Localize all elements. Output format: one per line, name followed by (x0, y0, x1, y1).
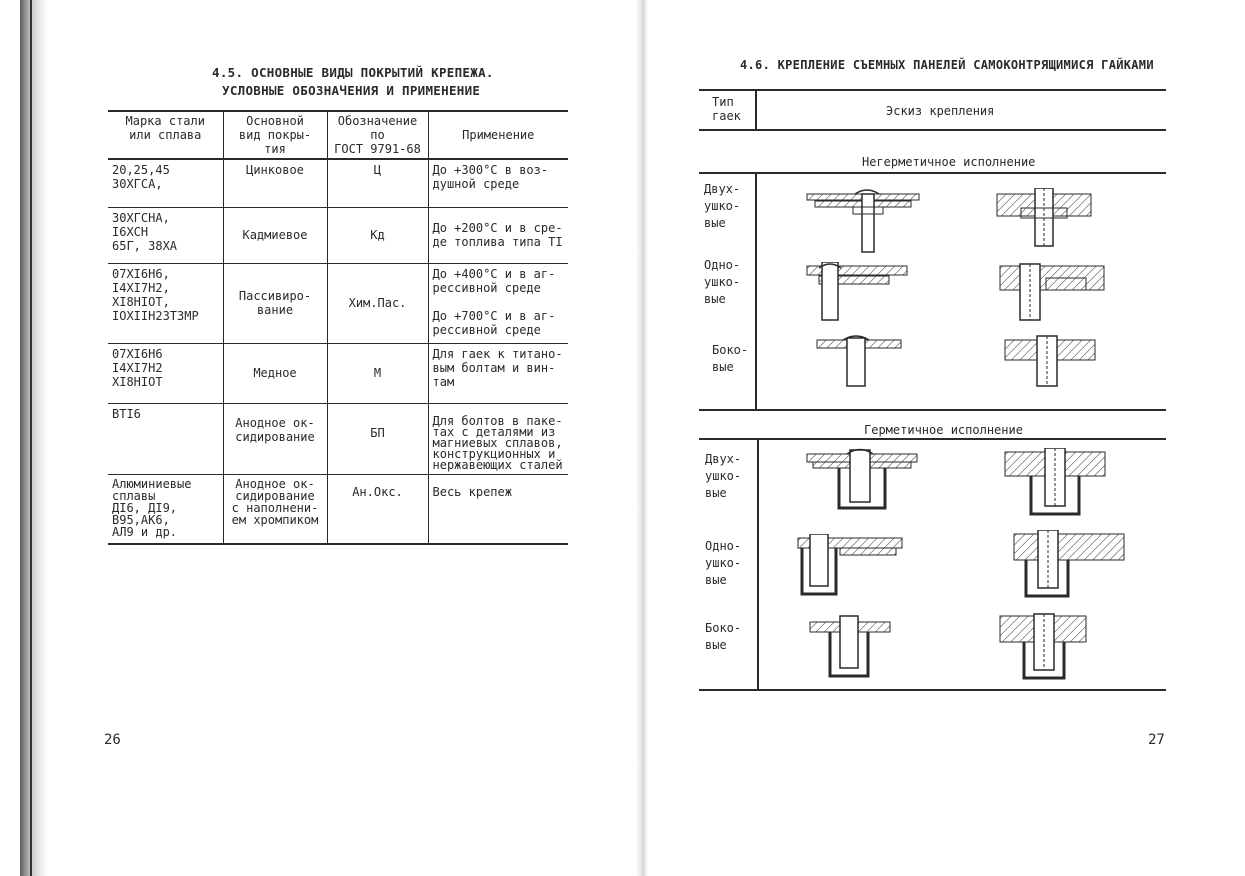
row-label-side: Боко- вые (712, 343, 749, 374)
sketch-side-nonsealed-b (1003, 334, 1098, 389)
application-cell: Для гаек к титано- вым болтам и вин- там (428, 343, 568, 403)
header-grade: Марка стали или сплава (108, 111, 223, 159)
right-page-number: 27 (1148, 732, 1165, 748)
row-label-side: Боко- вые (705, 621, 742, 652)
section-non-sealed-title: Негерметичное исполнение (862, 155, 1036, 169)
table-row (108, 159, 568, 207)
table-row (108, 207, 568, 263)
rule-header-divider (755, 89, 757, 130)
coating-cell: Кадмиевое (223, 207, 327, 263)
application-cell: Весь крепеж (428, 474, 568, 544)
sketch-one-lug-sealed-a (796, 534, 906, 599)
header-coating: Основной вид покры- тия (223, 111, 327, 159)
grade-cell: 20,25,45 30ХГСА, (108, 159, 223, 207)
coatings-table-header (108, 111, 568, 159)
rule-section1-divider (755, 172, 757, 410)
table-row (108, 474, 568, 544)
grade-cell: 30ХГСНА, I6ХСН 65Г, 38ХА (108, 207, 223, 263)
code-cell: Хим.Пас. (327, 263, 428, 343)
application-cell: Для болтов в паке- тах с деталями из магниевых сплавов, конструкционных и нержавеющих сталей (428, 403, 568, 474)
section-sealed-title: Герметичное исполнение (864, 423, 1023, 437)
rule-section1-bottom (699, 409, 1166, 411)
grade-cell: ВТI6 (108, 403, 223, 474)
sketch-two-lug-sealed-a (805, 448, 920, 513)
table-row (108, 263, 568, 343)
code-cell: Ц (327, 159, 428, 207)
coating-cell: Анодное ок- сидирование с наполнени- ем хромпиком (223, 474, 327, 544)
row-label-one-lug: Одно- ушко- вые (705, 539, 742, 587)
row-label-two-lug: Двух- ушко- вые (704, 182, 741, 230)
sketch-side-sealed-a (808, 614, 893, 682)
grade-cell: 07ХI6Н6 I4ХI7Н2 ХI8НIОТ (108, 343, 223, 403)
rule-section1-top (699, 172, 1166, 174)
header-gost-code: Обозначение по ГОСТ 9791-68 (327, 111, 428, 159)
header-application: Применение (428, 111, 568, 159)
application-cell: До +400°С и в аг- рессивной среде До +700°С и в аг- рессивной среде (428, 263, 568, 343)
coating-cell: Пассивиро- вание (223, 263, 327, 343)
right-page-title: 4.6. КРЕПЛЕНИЕ СЪЕМНЫХ ПАНЕЛЕЙ САМОКОНТРЯЩИМИСЯ ГАЙКАМИ (740, 58, 1154, 72)
grade-cell: 07ХI6Н6, I4ХI7Н2, ХI8НIОТ, IОХIIН23ТЗМР (108, 263, 223, 343)
left-page-number: 26 (104, 732, 121, 748)
grade-cell: Алюминиевые сплавы ДI6, ДI9, В95,АК6, АЛ9 и др. (108, 474, 223, 544)
application-cell: До +200°С и в сре- де топлива типа TI (428, 207, 568, 263)
coating-cell: Цинковое (223, 159, 327, 207)
coatings-table (108, 110, 568, 545)
sketch-two-lug-sealed-b (1003, 448, 1108, 518)
binding-shadow-line (30, 0, 32, 876)
header-nut-type: Тип гаек (712, 95, 741, 123)
code-cell: М (327, 343, 428, 403)
coating-cell: Медное (223, 343, 327, 403)
code-cell: Ан.Окс. (327, 474, 428, 544)
sketch-one-lug-nonsealed-b (998, 262, 1108, 322)
rule-header-bottom (699, 129, 1166, 131)
sketch-side-nonsealed-a (815, 334, 905, 389)
center-gutter (636, 0, 648, 876)
application-cell: До +300°С в воз- душной среде (428, 159, 568, 207)
sketch-one-lug-sealed-b (1012, 530, 1127, 602)
code-cell: Кд (327, 207, 428, 263)
book-binding-edge (20, 0, 46, 876)
table-row (108, 343, 568, 403)
left-page-title: 4.5. ОСНОВНЫЕ ВИДЫ ПОКРЫТИЙ КРЕПЕЖА. (212, 65, 494, 80)
header-sketch: Эскиз крепления (886, 104, 995, 118)
row-label-two-lug: Двух- ушко- вые (705, 452, 742, 500)
rule-section2-bottom (699, 689, 1166, 691)
sketch-side-sealed-b (998, 612, 1090, 684)
coating-cell: Анодное ок- сидирование (223, 403, 327, 474)
rule-top (699, 89, 1166, 91)
sketch-one-lug-nonsealed-a (805, 262, 910, 322)
row-label-one-lug: Одно- ушко- вые (704, 258, 741, 306)
sketch-two-lug-nonsealed-a (805, 186, 925, 256)
sketch-two-lug-nonsealed-b (995, 188, 1095, 253)
rule-section2-top (699, 438, 1166, 440)
left-page-subtitle: УСЛОВНЫЕ ОБОЗНАЧЕНИЯ И ПРИМЕНЕНИЕ (222, 83, 481, 98)
code-cell: БП (327, 403, 428, 474)
table-row (108, 403, 568, 474)
rule-section2-divider (757, 438, 759, 690)
